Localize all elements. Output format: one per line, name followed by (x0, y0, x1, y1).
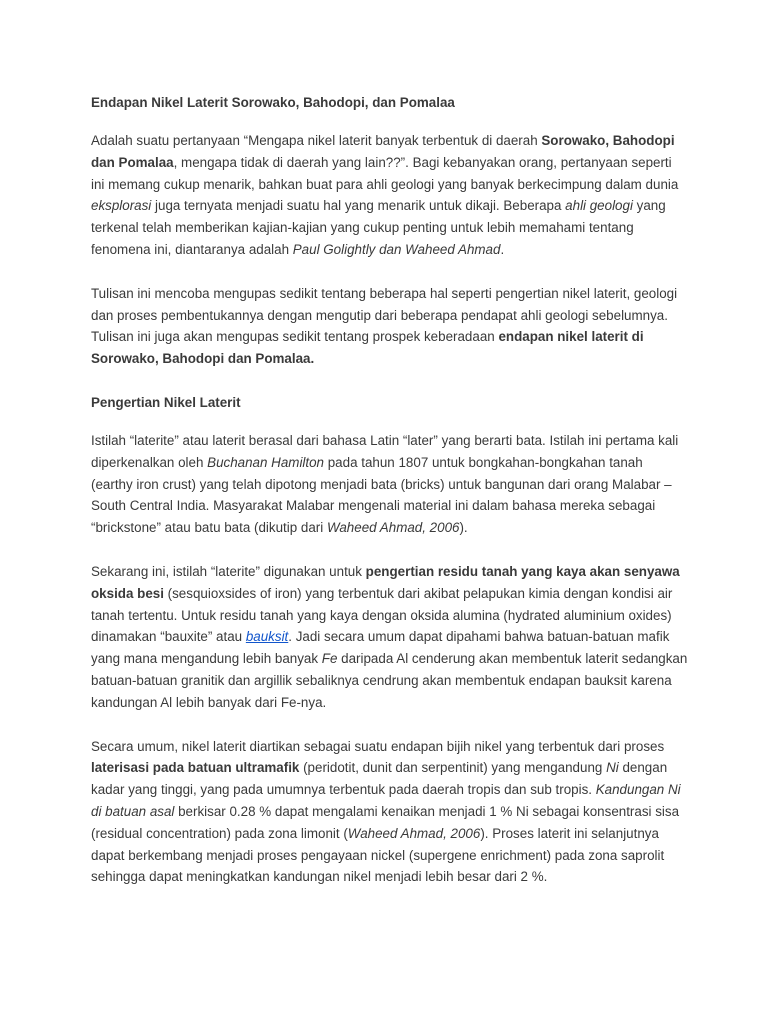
paragraph-intro (91, 130, 688, 261)
document-title: Endapan Nikel Laterit Sorowako, Bahodopi, dan Pomalaa (91, 95, 455, 110)
text-run: juga ternyata menjadi suatu hal yang menarik untuk dikaji. Beberapa (151, 198, 566, 214)
bold-text: pengertian residu tanah yang kaya akan senyawa oksida besi (91, 563, 680, 601)
text-run: Adalah suatu pertanyaan “Mengapa nikel laterit banyak terbentuk di daerah (91, 133, 542, 148)
section-heading: Pengertian Nikel Laterit (91, 394, 241, 410)
text-run: berkisar 0.28 % dapat mengalami kenaikan menjadi 1 % Ni sebagai konsentrasi sisa (residual concentration) pada zona limonit ( (91, 803, 680, 841)
bold-text: endapan nikel laterit di Sorowako, Bahodopi dan Pomalaa. (91, 329, 644, 367)
text-run: dengan kadar yang tinggi, yang pada umumnya terbentuk pada daerah tropis dan sub tropis. (91, 760, 668, 798)
italic-text: eksplorasi (91, 198, 152, 214)
text-run: Istilah “laterite” atau laterit berasal dari bahasa Latin “later” yang berarti bata. Istilah ini pertama kali diperkenalkan oleh (91, 432, 679, 470)
text-run: pada tahun 1807 untuk bongkahan-bongkahan tanah (earthy iron crust) yang telah dipotong menjadi bata (bricks) untuk bangunan dari orang Malabar – South Central India. Masyarakat Malabar mengenali material ini dalam bahasa mereka sebagai “brickstone” atau batu bata (dikutip dari (91, 454, 672, 536)
text-run: . Jadi secara umum dapat dipahami bahwa batuan-batuan mafik yang mana mengandung lebih banyak (91, 629, 670, 667)
bauksit-link[interactable]: bauksit (245, 629, 289, 645)
italic-text: Waheed Ahmad, 2006 (326, 520, 460, 536)
italic-text: Fe (321, 651, 338, 667)
italic-text: Paul Golightly dan Waheed Ahmad (292, 241, 501, 257)
text-run: ). Proses laterit ini selanjutnya dapat berkembang menjadi proses pengayaan nickel (supergene enrichment) pada zona saprolit sehingga dapat meningkatkan kandungan nikel menjadi lebih besar dari 2 %. (91, 825, 665, 885)
text-run: Sekarang ini, istilah “laterite” digunakan untuk (91, 563, 366, 579)
text-run: (sesquioxsides of iron) yang terbentuk dari akibat pelapukan kimia dengan kondisi air tanah tertentu. Untuk residu tanah yang kaya dengan oksida alumina (hydrated aluminium oxides) dinamakan “bauxite” atau (91, 585, 673, 645)
italic-text: ahli geologi (565, 198, 633, 214)
text-run: ). (459, 520, 468, 536)
italic-text: Ni (606, 760, 619, 776)
text-run: Secara umum, nikel laterit diartikan sebagai suatu endapan bijih nikel yang terbentuk dari proses (91, 738, 665, 754)
bold-text: laterisasi pada batuan ultramafik (91, 760, 300, 776)
bold-text: Sorowako, Bahodopi dan Pomalaa (91, 133, 675, 170)
paragraph-etymology (91, 430, 688, 539)
text-run: . (500, 241, 505, 257)
paragraph-scope (91, 283, 688, 370)
text-run: Tulisan ini mencoba mengupas sedikit tentang beberapa hal seperti pengertian nikel laterit, geologi dan proses pembentukannya dengan mengutip dari beberapa pendapat ahli geologi sebelumnya. Tulisan ini juga akan mengupas sedikit tentang prospek keberadaan (91, 285, 678, 345)
text-run: yang terkenal telah memberikan kajian-kajian yang cukup penting untuk lebih memahami tentang fenomena ini, diantaranya adalah (91, 198, 666, 257)
text-run: (peridotit, dunit dan serpentinit) yang mengandung (299, 760, 607, 776)
text-run: , mengapa tidak di daerah yang lain??”. Bagi kebanyakan orang, pertanyaan seperti ini memang cukup menarik, bahkan buat para ahli geologi yang banyak berkecimpung dalam dunia (91, 154, 679, 192)
paragraph-definition (91, 561, 688, 714)
italic-text: Waheed Ahmad, 2006 (347, 825, 481, 841)
italic-text: Kandungan Ni di batuan asal (91, 782, 681, 819)
italic-text: Buchanan Hamilton (207, 454, 325, 470)
paragraph-nickel-laterite (91, 736, 688, 889)
text-run: daripada Al cenderung akan membentuk laterit sedangkan batuan-batuan granitik dan argillik sebaliknya cendrung akan membentuk endapan bauksit karena kandungan Al lebih banyak dari Fe-nya. (91, 651, 688, 710)
